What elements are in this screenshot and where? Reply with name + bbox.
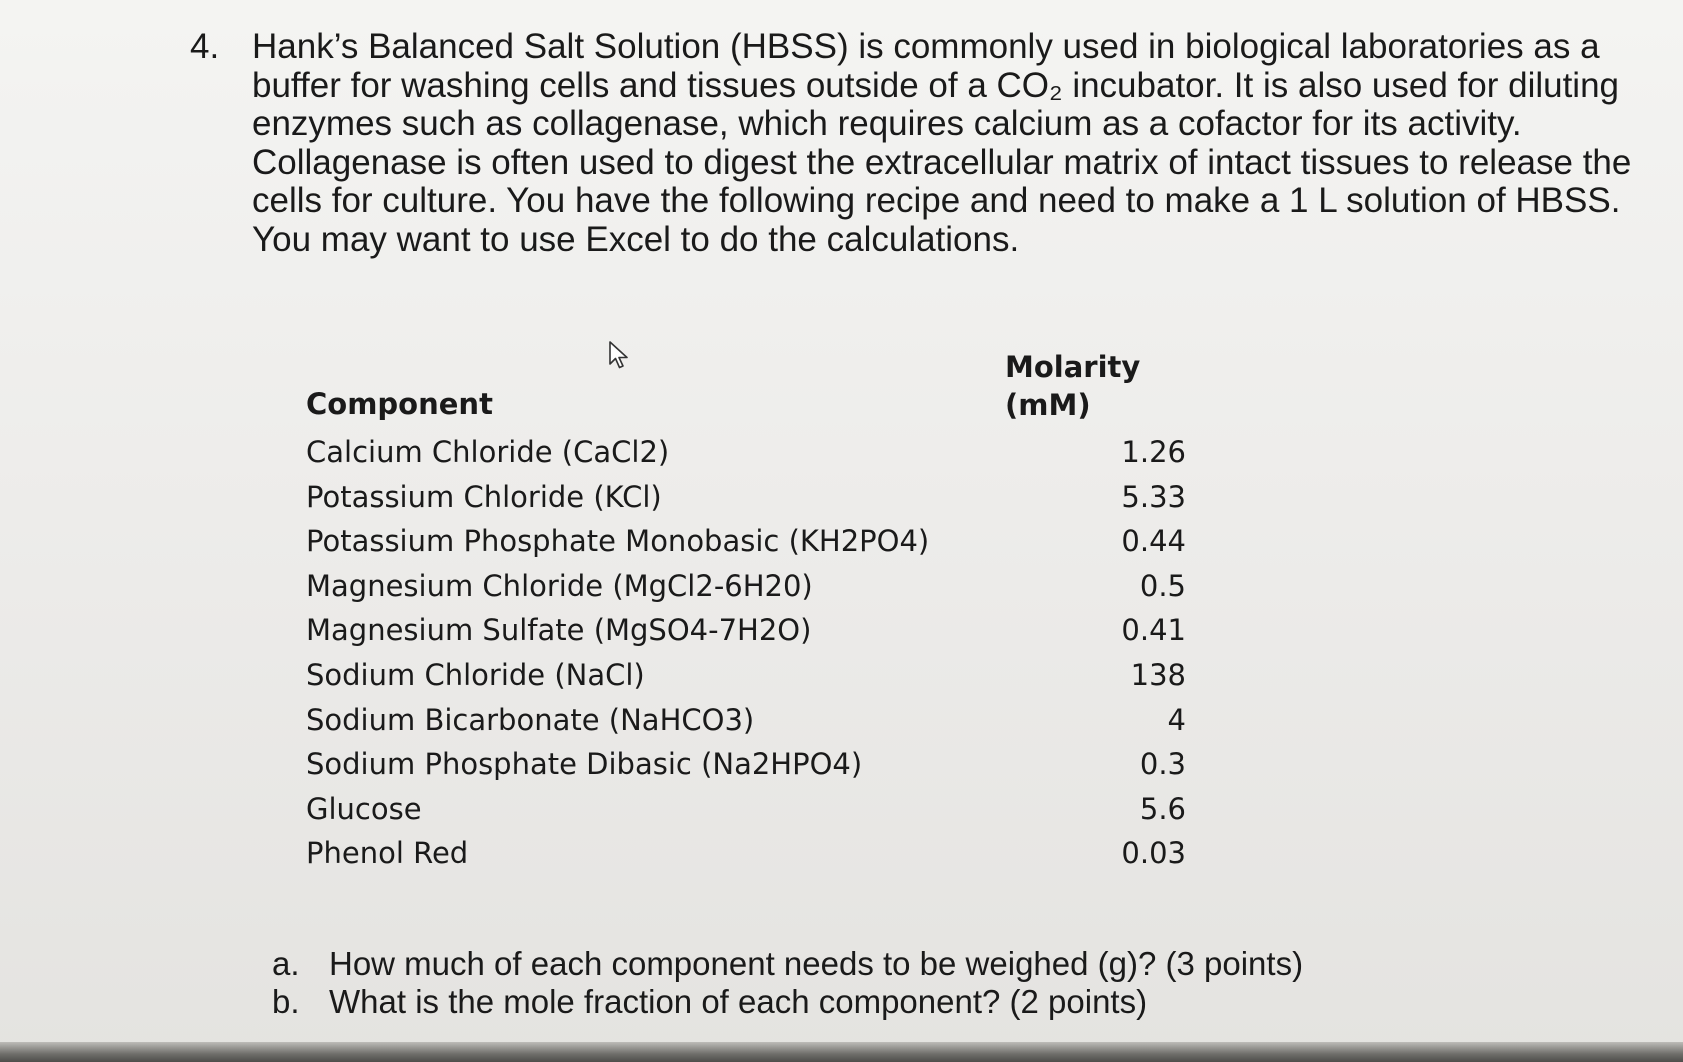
question-number: 4. bbox=[190, 27, 220, 66]
table-row bbox=[306, 787, 1186, 832]
question-line: You may want to use Excel to do the calculations. bbox=[252, 219, 1020, 259]
mouse-pointer-icon bbox=[608, 340, 630, 370]
subquestion-label: b. bbox=[272, 983, 300, 1020]
subquestion-text: What is the mole fraction of each component? (2 points) bbox=[329, 983, 1148, 1020]
table-row bbox=[306, 519, 1186, 564]
question-line: cells for culture. You have the following recipe and need to make a 1 L solution of HBSS. bbox=[252, 181, 1621, 220]
component-name: Potassium Phosphate Monobasic (KH2PO4) bbox=[306, 524, 930, 559]
component-name: Sodium Phosphate Dibasic (Na2HPO4) bbox=[306, 747, 863, 782]
recipe-table bbox=[306, 430, 1186, 876]
question-line: buffer for washing cells and tissues outside of a CO₂ incubator. It is also used for diluting bbox=[252, 65, 1620, 105]
question-text bbox=[252, 27, 1632, 259]
molarity-value: 0.44 bbox=[1121, 524, 1186, 559]
molarity-value: 0.3 bbox=[1139, 747, 1186, 782]
question-line: enzymes such as collagenase, which requires calcium as a cofactor for its activity. bbox=[252, 104, 1522, 143]
molarity-value: 5.6 bbox=[1139, 791, 1186, 826]
component-name: Glucose bbox=[306, 791, 422, 826]
subquestion-text: How much of each component needs to be weighed (g)? (3 points) bbox=[329, 945, 1304, 982]
question-line: Collagenase is often used to digest the extracellular matrix of intact tissues to release the bbox=[252, 142, 1632, 182]
molarity-value: 1.26 bbox=[1121, 435, 1186, 469]
component-name: Potassium Chloride (KCl) bbox=[306, 479, 662, 514]
component-name: Magnesium Sulfate (MgSO4-7H2O) bbox=[306, 613, 812, 648]
table-row bbox=[306, 653, 1186, 698]
molarity-value: 4 bbox=[1167, 702, 1186, 737]
component-name: Calcium Chloride (CaCl2) bbox=[306, 435, 670, 469]
table-row bbox=[306, 831, 1186, 876]
page-bottom-edge bbox=[0, 1042, 1683, 1062]
molarity-value: 0.03 bbox=[1121, 836, 1186, 871]
component-header: Component bbox=[306, 387, 493, 421]
molarity-value: 138 bbox=[1130, 657, 1186, 692]
table-row bbox=[306, 430, 1186, 475]
component-name: Sodium Chloride (NaCl) bbox=[306, 657, 645, 692]
table-row bbox=[306, 698, 1186, 743]
table-row bbox=[306, 742, 1186, 787]
subquestion-label: a. bbox=[272, 945, 300, 982]
component-name: Magnesium Chloride (MgCl2-6H20) bbox=[306, 568, 813, 603]
molarity-header-line2: (mM) bbox=[1005, 388, 1091, 422]
molarity-header-line1: Molarity bbox=[1005, 350, 1141, 384]
molarity-header bbox=[1005, 348, 1140, 424]
component-name: Phenol Red bbox=[306, 836, 469, 871]
table-row bbox=[306, 608, 1186, 653]
molarity-value: 0.41 bbox=[1121, 613, 1186, 648]
component-name: Sodium Bicarbonate (NaHCO3) bbox=[306, 702, 755, 737]
question-line: Hank’s Balanced Salt Solution (HBSS) is commonly used in biological laboratories as a bbox=[252, 27, 1600, 66]
molarity-value: 5.33 bbox=[1121, 479, 1186, 514]
table-row bbox=[306, 475, 1186, 520]
molarity-value: 0.5 bbox=[1139, 568, 1186, 603]
table-row bbox=[306, 564, 1186, 609]
